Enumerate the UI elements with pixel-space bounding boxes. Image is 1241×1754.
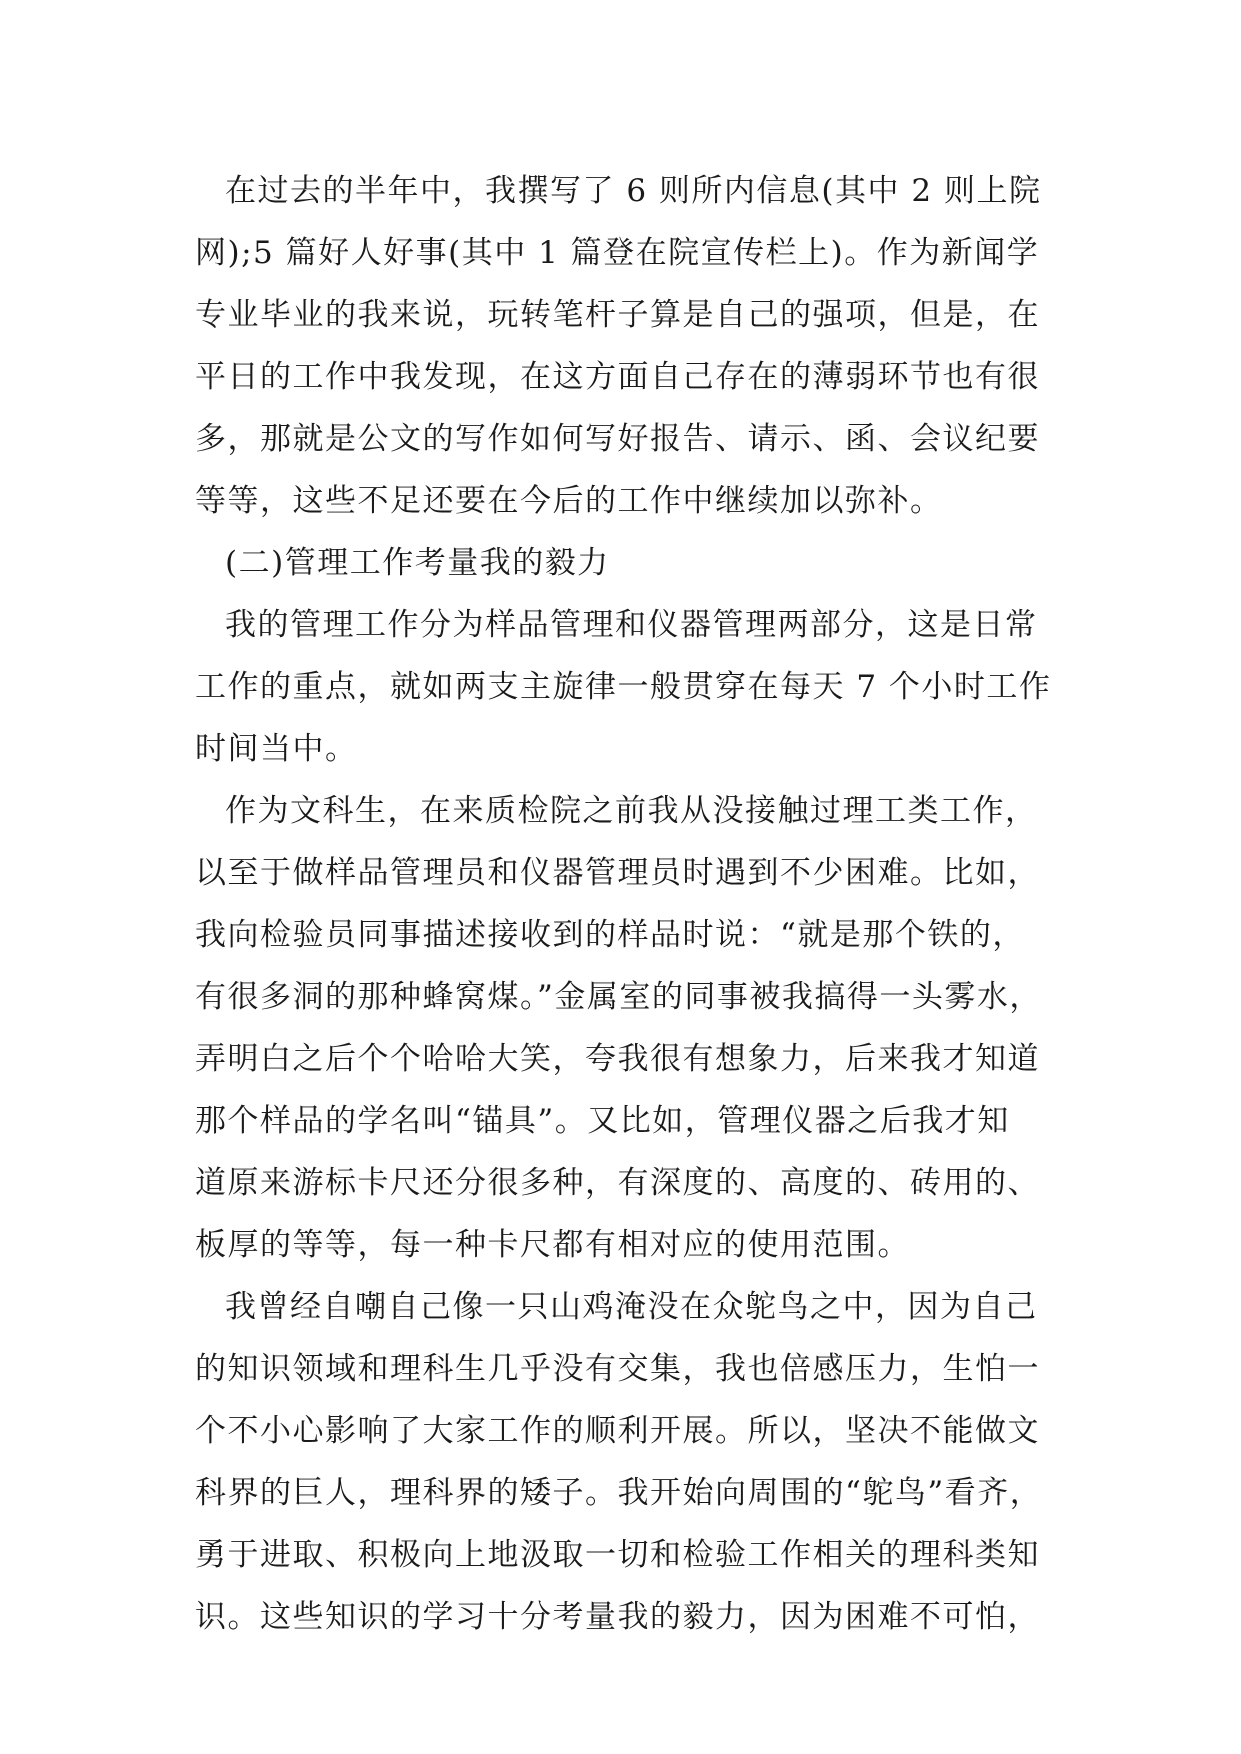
paragraph-line: 多，那就是公文的写作如何写好报告、请示、函、会议纪要 bbox=[195, 421, 1040, 457]
section-heading: (二)管理工作考量我的毅力 bbox=[225, 545, 610, 581]
document-body bbox=[195, 160, 1075, 1648]
paragraph-line: 个不小心影响了大家工作的顺利开展。所以，坚决不能做文 bbox=[195, 1413, 1040, 1449]
paragraph-line: 有很多洞的那种蜂窝煤。”金属室的同事被我搞得一头雾水， bbox=[195, 979, 1042, 1015]
paragraph-line: 板厚的等等，每一种卡尺都有相对应的使用范围。 bbox=[195, 1227, 910, 1263]
paragraph-line: 时间当中。 bbox=[195, 731, 358, 767]
paragraph-line: 在过去的半年中，我撰写了 6 则所内信息(其中 2 则上院 bbox=[225, 173, 1042, 209]
paragraph-line: 等等，这些不足还要在今后的工作中继续加以弥补。 bbox=[195, 483, 943, 519]
paragraph-line: 工作的重点，就如两支主旋律一般贯穿在每天 7 个小时工作 bbox=[195, 669, 1052, 705]
paragraph-line: 道原来游标卡尺还分很多种，有深度的、高度的、砖用的、 bbox=[195, 1165, 1040, 1201]
paragraph-line: 网);5 篇好人好事(其中 1 篇登在院宣传栏上)。作为新闻学 bbox=[195, 235, 1040, 271]
paragraph-line: 平日的工作中我发现，在这方面自己存在的薄弱环节也有很 bbox=[195, 359, 1040, 395]
paragraph-line: 我向检验员同事描述接收到的样品时说：“就是那个铁的， bbox=[195, 917, 1025, 953]
paragraph-line: 勇于进取、积极向上地汲取一切和检验工作相关的理科类知 bbox=[195, 1537, 1040, 1573]
paragraph-line: 的知识领域和理科生几乎没有交集，我也倍感压力，生怕一 bbox=[195, 1351, 1040, 1387]
paragraph-line: 我曾经自嘲自己像一只山鸡淹没在众鸵鸟之中，因为自己 bbox=[225, 1289, 1038, 1325]
paragraph-line: 作为文科生，在来质检院之前我从没接触过理工类工作， bbox=[225, 793, 1038, 829]
paragraph-line: 那个样品的学名叫“锚具”。又比如，管理仪器之后我才知 bbox=[195, 1103, 1010, 1139]
paragraph-line: 科界的巨人，理科界的矮子。我开始向周围的“鸵鸟”看齐， bbox=[195, 1475, 1043, 1511]
paragraph-line: 专业毕业的我来说，玩转笔杆子算是自己的强项，但是，在 bbox=[195, 297, 1040, 333]
paragraph-line: 弄明白之后个个哈哈大笑，夸我很有想象力，后来我才知道 bbox=[195, 1041, 1040, 1077]
paragraph-line: 我的管理工作分为样品管理和仪器管理两部分，这是日常 bbox=[225, 607, 1038, 643]
paragraph-line: 以至于做样品管理员和仪器管理员时遇到不少困难。比如， bbox=[195, 855, 1040, 891]
paragraph-line: 识。这些知识的学习十分考量我的毅力，因为困难不可怕， bbox=[195, 1599, 1040, 1635]
